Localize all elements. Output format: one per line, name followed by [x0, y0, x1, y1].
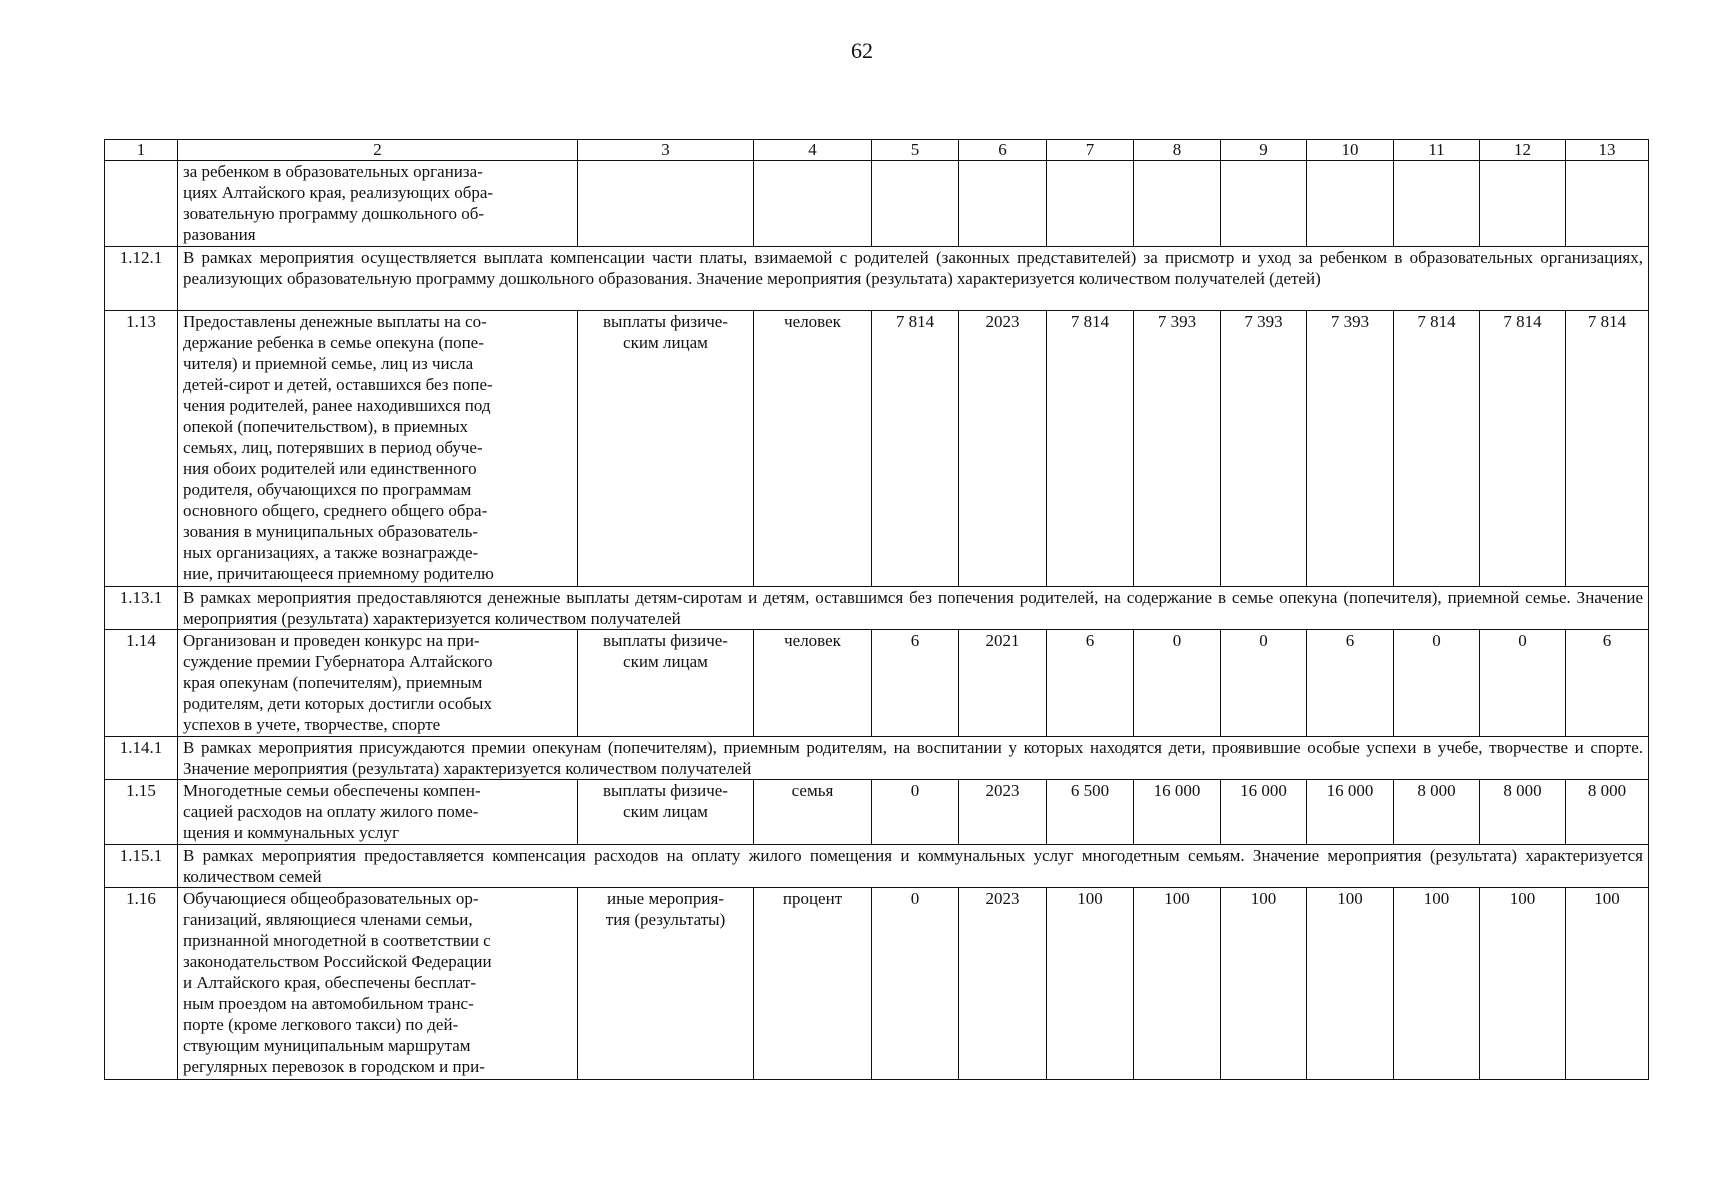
- value-cell: 16 000: [1221, 780, 1307, 845]
- value-cell: 8 000: [1480, 780, 1566, 845]
- value-cell: 100: [1047, 888, 1134, 1080]
- value-cell: 7 814: [1047, 311, 1134, 587]
- column-header: 6: [959, 140, 1047, 161]
- value-cell: 16 000: [1134, 780, 1221, 845]
- column-header: 10: [1307, 140, 1394, 161]
- value-cell: 6: [1307, 630, 1394, 737]
- column-header: 8: [1134, 140, 1221, 161]
- table-row: [105, 161, 1649, 247]
- unit-cell: семья: [754, 780, 872, 845]
- result-description-cell: за ребенком в образовательных организа- циях Алтайского края, реализующих обра- зовательную программу дошкольного об- разования: [178, 161, 578, 247]
- value-cell: 2023: [959, 888, 1047, 1080]
- value-cell: 8 000: [1394, 780, 1480, 845]
- value-cell: 6 500: [1047, 780, 1134, 845]
- value-cell: 7 814: [1566, 311, 1649, 587]
- column-header: 1: [105, 140, 178, 161]
- value-cell: 7 814: [1480, 311, 1566, 587]
- result-description-cell: Организован и проведен конкурс на при- суждение премии Губернатора Алтайского края опекунам (попечителям), приемным родителям, дети которых достигли особых успехов в учете, творчестве, спорте: [178, 630, 578, 737]
- row-number-cell: [105, 161, 178, 247]
- row-number-cell: 1.15: [105, 780, 178, 845]
- value-cell: 2023: [959, 311, 1047, 587]
- value-cell: 16 000: [1307, 780, 1394, 845]
- row-number-cell: 1.13.1: [105, 587, 178, 630]
- value-cell: 0: [872, 780, 959, 845]
- unit-cell: человек: [754, 630, 872, 737]
- table-row: [105, 587, 1649, 630]
- value-cell: 0: [1480, 630, 1566, 737]
- table-row: [105, 888, 1649, 1080]
- result-type-cell: выплаты физиче- ским лицам: [578, 630, 754, 737]
- value-cell: 100: [1221, 888, 1307, 1080]
- table-row: [105, 780, 1649, 845]
- activity-description-cell: В рамках мероприятия присуждаются премии опекунам (попечителям), приемным родителям, на воспитании у которых находятся дети, проявившие особые успехи в учебе, творчестве и спорте. Значение мероприятия (результата) характеризуется количеством получателей: [178, 737, 1649, 780]
- table-row: [105, 247, 1649, 311]
- result-type-cell: выплаты физиче- ским лицам: [578, 311, 754, 587]
- table-row: [105, 311, 1649, 587]
- table-row: [105, 630, 1649, 737]
- value-cell: 6: [1047, 630, 1134, 737]
- column-number-row: [105, 140, 1649, 161]
- column-header: 3: [578, 140, 754, 161]
- row-number-cell: 1.16: [105, 888, 178, 1080]
- value-cell: 7 393: [1307, 311, 1394, 587]
- value-cell: 0: [1134, 630, 1221, 737]
- column-header: 2: [178, 140, 578, 161]
- result-type-cell: иные мероприя- тия (результаты): [578, 888, 754, 1080]
- activity-description-cell: В рамках мероприятия предоставляются денежные выплаты детям-сиротам и детям, оставшимся без попечения родителей, на содержание в семье опекуна (попечителя), приемной семье. Значение мероприятия (результата) характеризуется количеством получателей: [178, 587, 1649, 630]
- value-cell: 100: [1566, 888, 1649, 1080]
- row-number-cell: 1.15.1: [105, 845, 178, 888]
- page-number: 62: [851, 38, 873, 63]
- row-number-cell: 1.14.1: [105, 737, 178, 780]
- column-header: 13: [1566, 140, 1649, 161]
- value-cell: 100: [1307, 888, 1394, 1080]
- column-header: 4: [754, 140, 872, 161]
- value-cell: 0: [1221, 630, 1307, 737]
- value-cell: 2023: [959, 780, 1047, 845]
- table-row: [105, 845, 1649, 888]
- result-description-cell: Обучающиеся общеобразовательных ор- ганизаций, являющиеся членами семьи, признанной многодетной в соответствии с законодательством Российской Федерации и Алтайского края, обеспечены бесплат- ным проездом на автомобильном транс- порте (кроме легкового такси) по дей- ствующим муниципальным маршрутам регулярных перевозок в городском и при-: [178, 888, 578, 1080]
- value-cell: 100: [1394, 888, 1480, 1080]
- row-number-cell: 1.14: [105, 630, 178, 737]
- value-cell: 100: [1480, 888, 1566, 1080]
- column-header: 11: [1394, 140, 1480, 161]
- value-cell: 7 393: [1221, 311, 1307, 587]
- row-number-cell: 1.13: [105, 311, 178, 587]
- value-cell: 7 814: [872, 311, 959, 587]
- value-cell: 7 814: [1394, 311, 1480, 587]
- value-cell: 0: [1394, 630, 1480, 737]
- indicators-table: [104, 139, 1649, 1080]
- value-cell: 6: [1566, 630, 1649, 737]
- column-header: 5: [872, 140, 959, 161]
- value-cell: 7 393: [1134, 311, 1221, 587]
- activity-description-cell: В рамках мероприятия предоставляется компенсация расходов на оплату жилого помещения и коммунальных услуг многодетным семьям. Значение мероприятия (результата) характеризуется количеством семей: [178, 845, 1649, 888]
- activity-description-cell: В рамках мероприятия осуществляется выплата компенсации части платы, взимаемой с родителей (законных представителей) за присмотр и уход за ребенком в образовательных организациях, реализующих образовательную программу дошкольного образования. Значение мероприятия (результата) характеризуется количеством получателей (детей): [178, 247, 1649, 311]
- value-cell: 0: [872, 888, 959, 1080]
- column-header: 7: [1047, 140, 1134, 161]
- unit-cell: процент: [754, 888, 872, 1080]
- row-number-cell: 1.12.1: [105, 247, 178, 311]
- result-description-cell: Многодетные семьи обеспечены компен- сацией расходов на оплату жилого поме- щения и коммунальных услуг: [178, 780, 578, 845]
- value-cell: 8 000: [1566, 780, 1649, 845]
- column-header: 12: [1480, 140, 1566, 161]
- table-row: [105, 737, 1649, 780]
- column-header: 9: [1221, 140, 1307, 161]
- result-description-cell: Предоставлены денежные выплаты на со- держание ребенка в семье опекуна (попе- чителя) и приемной семье, лиц из числа детей-сирот и детей, оставшихся без попе- чения родителей, ранее находившихся под опекой (попечительством), в приемных семьях, лиц, потерявших в период обуче- ния обоих родителей или единственного родителя, обучающихся по программам основного общего, среднего общего обра- зования в муниципальных образователь- ных организациях, а также вознагражде- ние, причитающееся приемному родителю: [178, 311, 578, 587]
- value-cell: 100: [1134, 888, 1221, 1080]
- value-cell: 6: [872, 630, 959, 737]
- unit-cell: человек: [754, 311, 872, 587]
- result-type-cell: выплаты физиче- ским лицам: [578, 780, 754, 845]
- value-cell: 2021: [959, 630, 1047, 737]
